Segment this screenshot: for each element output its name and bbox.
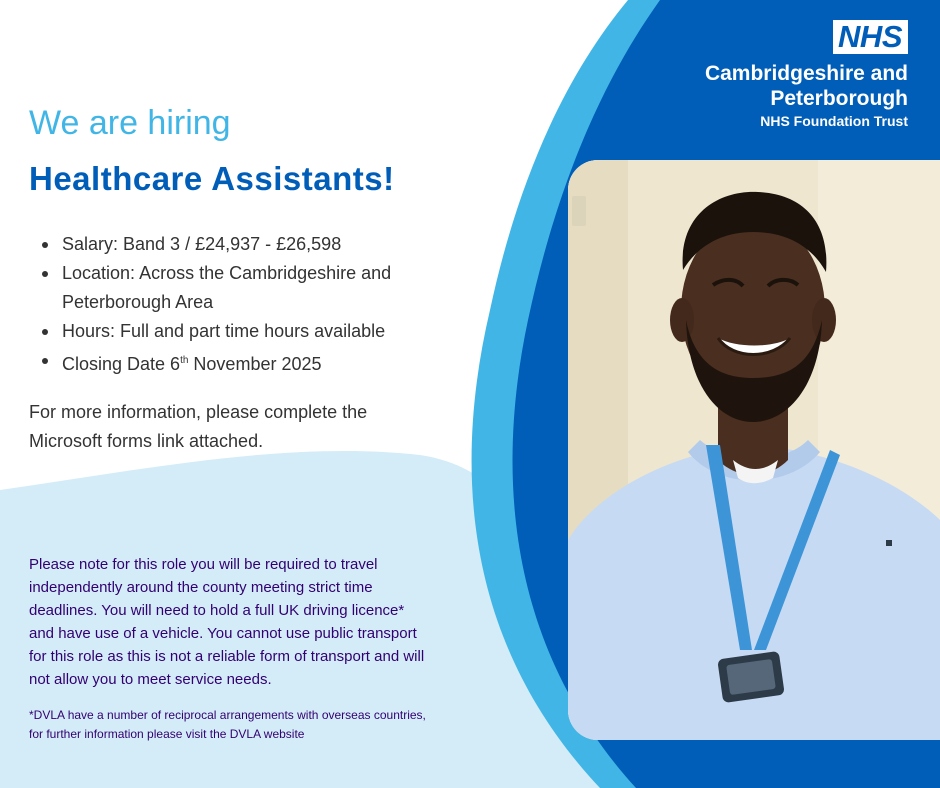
job-details-list [32, 230, 452, 379]
closing-date-suffix: th [180, 355, 189, 366]
staff-photo [568, 160, 940, 740]
closing-date-text: Closing Date 6 [62, 354, 181, 374]
headline-we-are-hiring: We are hiring [29, 104, 231, 142]
more-info-text: For more information, please complete the Microsoft forms link attached. [29, 402, 368, 451]
closing-date-item [32, 346, 452, 379]
nhs-logo-badge: NHS [833, 20, 908, 54]
hours-item: Hours: Full and part time hours available [32, 317, 452, 346]
nhs-trust-logo [705, 20, 908, 131]
salary-item: Salary: Band 3 / £24,937 - £26,598 [32, 230, 452, 259]
driving-requirement-note: Please note for this role you will be required to travel independently around the county meeting strict time deadlines. You will need to hold a full UK driving licence* and have use of a vehicle. You cannot use public transport for this role as this is not a reliable form of transport and will not allow you to meet service needs. [29, 556, 425, 688]
org-name-line-1: Cambridgeshire and [704, 62, 908, 85]
dvla-footnote: *DVLA have a number of reciprocal arrangements with overseas countries, for further information please visit the DVLA website [29, 708, 426, 741]
healthcare-assistant-illustration [568, 160, 940, 740]
closing-date-rest: November 2025 [188, 354, 322, 374]
org-name-line-2: Peterborough [770, 87, 908, 110]
headline-job-title: Healthcare Assistants! [29, 160, 395, 197]
org-name-line-3: NHS Foundation Trust [760, 113, 908, 129]
location-item: Location: Across the Cambridgeshire and Peterborough Area [32, 259, 452, 317]
